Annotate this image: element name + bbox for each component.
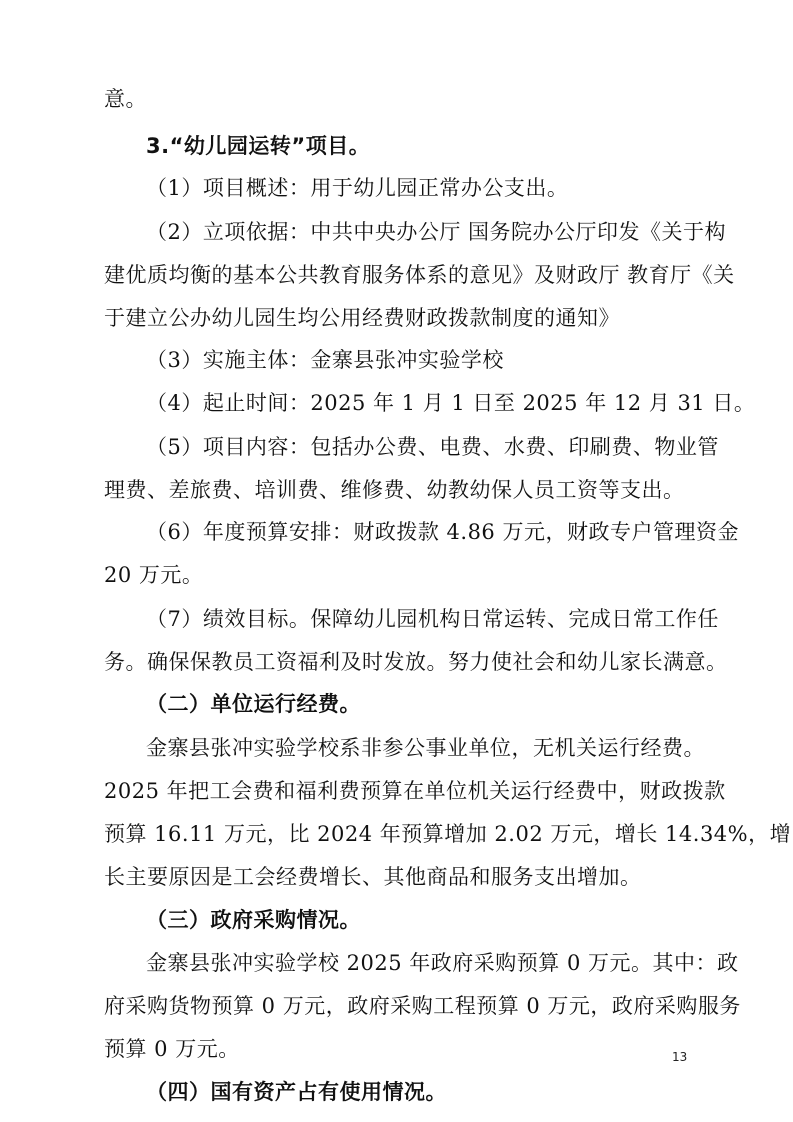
section-heading: 3.“幼儿园运转”项目。 bbox=[146, 134, 371, 158]
section-heading: （二）单位运行经费。 bbox=[146, 692, 361, 716]
text-line: 预算 16.11 万元，比 2024 年预算增加 2.02 万元，增长 14.34%，增 bbox=[104, 822, 792, 846]
text-line: （2）立项依据：中共中央办公厅 国务院办公厅印发《关于构 bbox=[146, 220, 727, 244]
section-heading: （三）政府采购情况。 bbox=[146, 908, 361, 932]
text-line: （5）项目内容：包括办公费、电费、水费、印刷费、物业管 bbox=[146, 435, 719, 459]
text-line: 2025 年把工会费和福利费预算在单位机关运行经费中，财政拨款 bbox=[104, 779, 726, 803]
text-line: 预算 0 万元。 bbox=[104, 1037, 240, 1061]
text-line: 务。确保保教员工资福利及时发放。努力使社会和幼儿家长满意。 bbox=[104, 650, 728, 674]
text-line: 于建立公办幼儿园生均公用经费财政拨款制度的通知》 bbox=[104, 306, 620, 330]
text-line: （1）项目概述：用于幼儿园正常办公支出。 bbox=[146, 176, 569, 200]
text-line: 府采购货物预算 0 万元，政府采购工程预算 0 万元，政府采购服务 bbox=[104, 994, 741, 1018]
text-line: 长主要原因是工会经费增长、其他商品和服务支出增加。 bbox=[104, 865, 642, 889]
text-line: （6）年度预算安排：财政拨款 4.86 万元，财政专户管理资金 bbox=[146, 520, 739, 544]
section-heading: （四）国有资产占有使用情况。 bbox=[146, 1080, 447, 1104]
text-line: （4）起止时间：2025 年 1 月 1 日至 2025 年 12 月 31 日。 bbox=[146, 391, 756, 415]
text-line: 金寨县张冲实验学校系非参公事业单位，无机关运行经费。 bbox=[146, 736, 705, 760]
text-line: 建优质均衡的基本公共教育服务体系的意见》及财政厅 教育厅《关 bbox=[104, 263, 735, 287]
text-line: 20 万元。 bbox=[104, 563, 204, 587]
text-line: 金寨县张冲实验学校 2025 年政府采购预算 0 万元。其中：政 bbox=[146, 951, 739, 975]
text-line: 理费、差旅费、培训费、维修费、幼教幼保人员工资等支出。 bbox=[104, 478, 685, 502]
text-line: （3）实施主体：金寨县张冲实验学校 bbox=[146, 348, 504, 372]
text-line: 意。 bbox=[104, 87, 147, 111]
text-line: （7）绩效目标。保障幼儿园机构日常运转、完成日常工作任 bbox=[146, 607, 719, 631]
page-number: 13 bbox=[672, 1050, 688, 1064]
